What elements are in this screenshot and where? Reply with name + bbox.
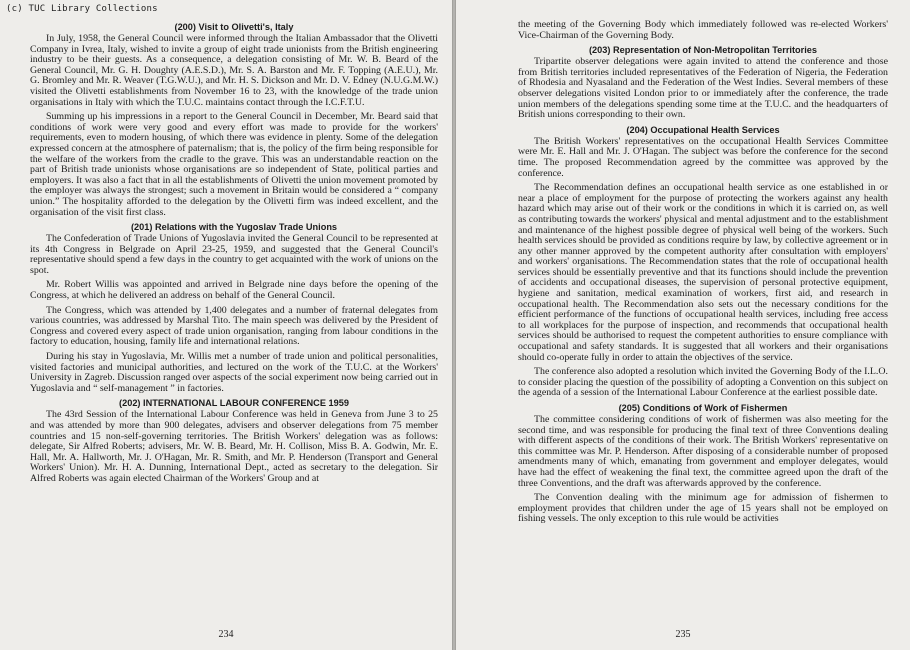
section-heading: (202) INTERNATIONAL LABOUR CONFERENCE 1959 (119, 398, 349, 409)
section-heading: (201) Relations with the Yugoslav Trade Unions (130, 222, 338, 233)
section-202 (30, 398, 438, 484)
section-200 (30, 22, 438, 218)
section-heading: (203) Representation of Non-Metropolitan Territories (588, 45, 817, 56)
section-205 (518, 403, 888, 525)
paragraph: Summing up his impressions in a report to the General Council in December, Mr. Beard said that conditions of work were very good and every effort was made to provide for the workers' requirements, even to modern housing, of which there was evidence in plenty. Some of the delegation expressed concern at the atmosphere of paternalism; that is, the policy of the firm being responsible for the welfare of the workers from the cradle to the grave. This was an understandable reaction on the part of British trade unionists whose organisations are so independent of State, political parties and employers. It was also a fact that in all the establishments of Olivetti the union movement promoted by the employer was always the strongest; such a movement in Britain would be considered a “ company union.” The hospitality afforded to the delegation by the Olivetti firm was indeed excellent, and the organisation of the visit first class. (30, 111, 438, 218)
continuation-paragraph: the meeting of the Governing Body which immediately followed was re-elected Workers' Vice-Chairman of the Governing Body. (518, 19, 888, 41)
paragraph: The Convention dealing with the minimum age for admission of fishermen to employment provides that children under the age of 15 years shall not be employed on fishing vessels. The only exception to this rule would be activities (518, 492, 888, 525)
page-number: 234 (218, 629, 234, 640)
paragraph: Tripartite observer delegations were again invited to attend the conference and those from British territories included representatives of the Federation of Nigeria, the Federation of Rhodesia and Nyasaland and the Federation of the West Indies. Several members of these observer delegations visited London prior to or immediately after the conference, the trade union members of the delegations spending some time at the T.U.C. and the headquarters of British unions corresponding to their own. (518, 56, 888, 121)
section-203 (518, 45, 888, 121)
paragraph: In July, 1958, the General Council were informed through the Italian Ambassador that the Olivetti Company in Ivrea, Italy, wished to invite a group of eight trade unionists from the British engineering industry to be their guests. As a consequence, a delegation consisting of Mr. W. B. Beard of the General Council, Mr. G. H. Doughty (A.E.S.D.), Mr. S. A. Barston and Mr. F. Topping (A.E.U.), Mr. G. Bromley and Mr. R. Weaver (T.G.W.U.), and Mr. H. S. Dickson and Mr. D. V. Edney (N.U.G.M.W.) visited the Olivetti establishments from November 16 to 23, with the knowledge of the trade union organisations in Italy with which the T.U.C. maintains contact through the I.C.F.T.U. (30, 33, 438, 108)
paragraph: The Recommendation defines an occupational health service as one established in or near a place of employment for the purpose of protecting the workers against any health hazard which may arise out of their work or the conditions in which it is carried on, as well as contributing towards the workers' physical and mental adjustment and to the establishment and maintenance of the highest possible degree of physical well being of the workers. Such health services should be provided as conditions require by law, by collective agreement or in any other manner approved by the competent authority after consultation with employers' and workers' organisations. The Recommendation states that the role of occupational health services should be essentially preventive and that its functions should include the prevention of accidents and occupational diseases, the supervision of personal protective equipment, hygiene and sanitation, medical examination of workers, first aid, and research in occupational health. The Recommendation also sets out the necessary conditions for the efficient performance of the functions of occupational health services, including free access to all workplaces for the purpose of inspection, and recommends that occupational health services should be authorised to request the competent authorities to ensure compliance with occupational and safety standards. It is suggested that all workers and their organisations should co-operate fully in order to attain the objectives of the service. (518, 182, 888, 363)
left-page (0, 0, 452, 650)
paragraph: The conference also adopted a resolution which invited the Governing Body of the I.L.O. to consider placing the question of the possibility of adopting a Convention on this subject on the agenda of a session of the International Labour Conference at the earliest possible date. (518, 366, 888, 399)
paragraph: Mr. Robert Willis was appointed and arrived in Belgrade nine days before the opening of the Congress, at which he delivered an address on behalf of the General Council. (30, 279, 438, 302)
section-heading: (204) Occupational Health Services (626, 124, 780, 135)
paragraph: The 43rd Session of the International Labour Conference was held in Geneva from June 3 to 25 and was attended by more than 900 delegates, advisers and observer delegations from 75 member countries and 15 non-self-governing territories. The British Workers' delegation was as follows: delegate, Sir Alfred Roberts; advisers, Mr. W. B. Beard, Mr. H. Collison, Miss B. A. Godwin, Mr. E. Hall, Mr. A. Hallworth, Mr. J. O'Hagan, Mr. R. Smith, and Mr. P. Henderson (Transport and General Workers' Union). Mr. H. A. Dunning, International Dept., acted as secretary to the delegation. Sir Alfred Roberts was again elected Chairman of the Workers' Group and at (30, 409, 438, 484)
section-201 (30, 222, 438, 394)
paragraph: During his stay in Yugoslavia, Mr. Willis met a number of trade union and political personalities, visited factories and municipal authorities, and lectured on the work of the T.U.C. at the Workers' University in Zagreb. Discussion ranged over aspects of the social experiment now being carried out in Yugoslavia and “ self-management ” in factories. (30, 351, 438, 394)
watermark: (c) TUC Library Collections (6, 4, 158, 14)
paragraph: The Confederation of Trade Unions of Yugoslavia invited the General Council to be represented at its 4th Congress in Belgrade on April 23-25, 1959, and suggested that the General Council's representative should spend a few days in the country to get acquainted with the work of unions on the spot. (30, 233, 438, 276)
section-heading: (205) Conditions of Work of Fishermen (618, 403, 788, 413)
paragraph: The Congress, which was attended by 1,400 delegates and a number of fraternal delegates from various countries, was addressed by Marshal Tito. The main speech was delivered by the President of Congress and covered every aspect of trade union organisation, ranging from labour conditions in the factory to education, housing, family life and international relations. (30, 304, 438, 348)
right-page (456, 0, 910, 650)
page-number: 235 (675, 629, 691, 640)
paragraph: The British Workers' representatives on the occupational Health Services Committee were Mr. E. Hall and Mr. J. O'Hagan. The subject was before the conference for the second time. The proposed Recommendation agreed by the committee was approved by the conference. (518, 135, 888, 179)
section-204 (518, 125, 888, 399)
section-heading: (200) Visit to Olivetti's, Italy (174, 22, 294, 32)
paragraph: The committee considering conditions of work of fishermen was also meeting for the second time, and was responsible for producing the final text of three Conventions dealing with different aspects of the conditions of their work. The British Workers' representative on this committee was Mr. P. Henderson. After disposing of a considerable number of proposed amendments many of which, emanating from government and employer delegates, would have had the effect of weakening the final text, the committee agreed upon the draft of the three Conventions, and the draft was afterwards approved by the conference. (518, 414, 888, 489)
